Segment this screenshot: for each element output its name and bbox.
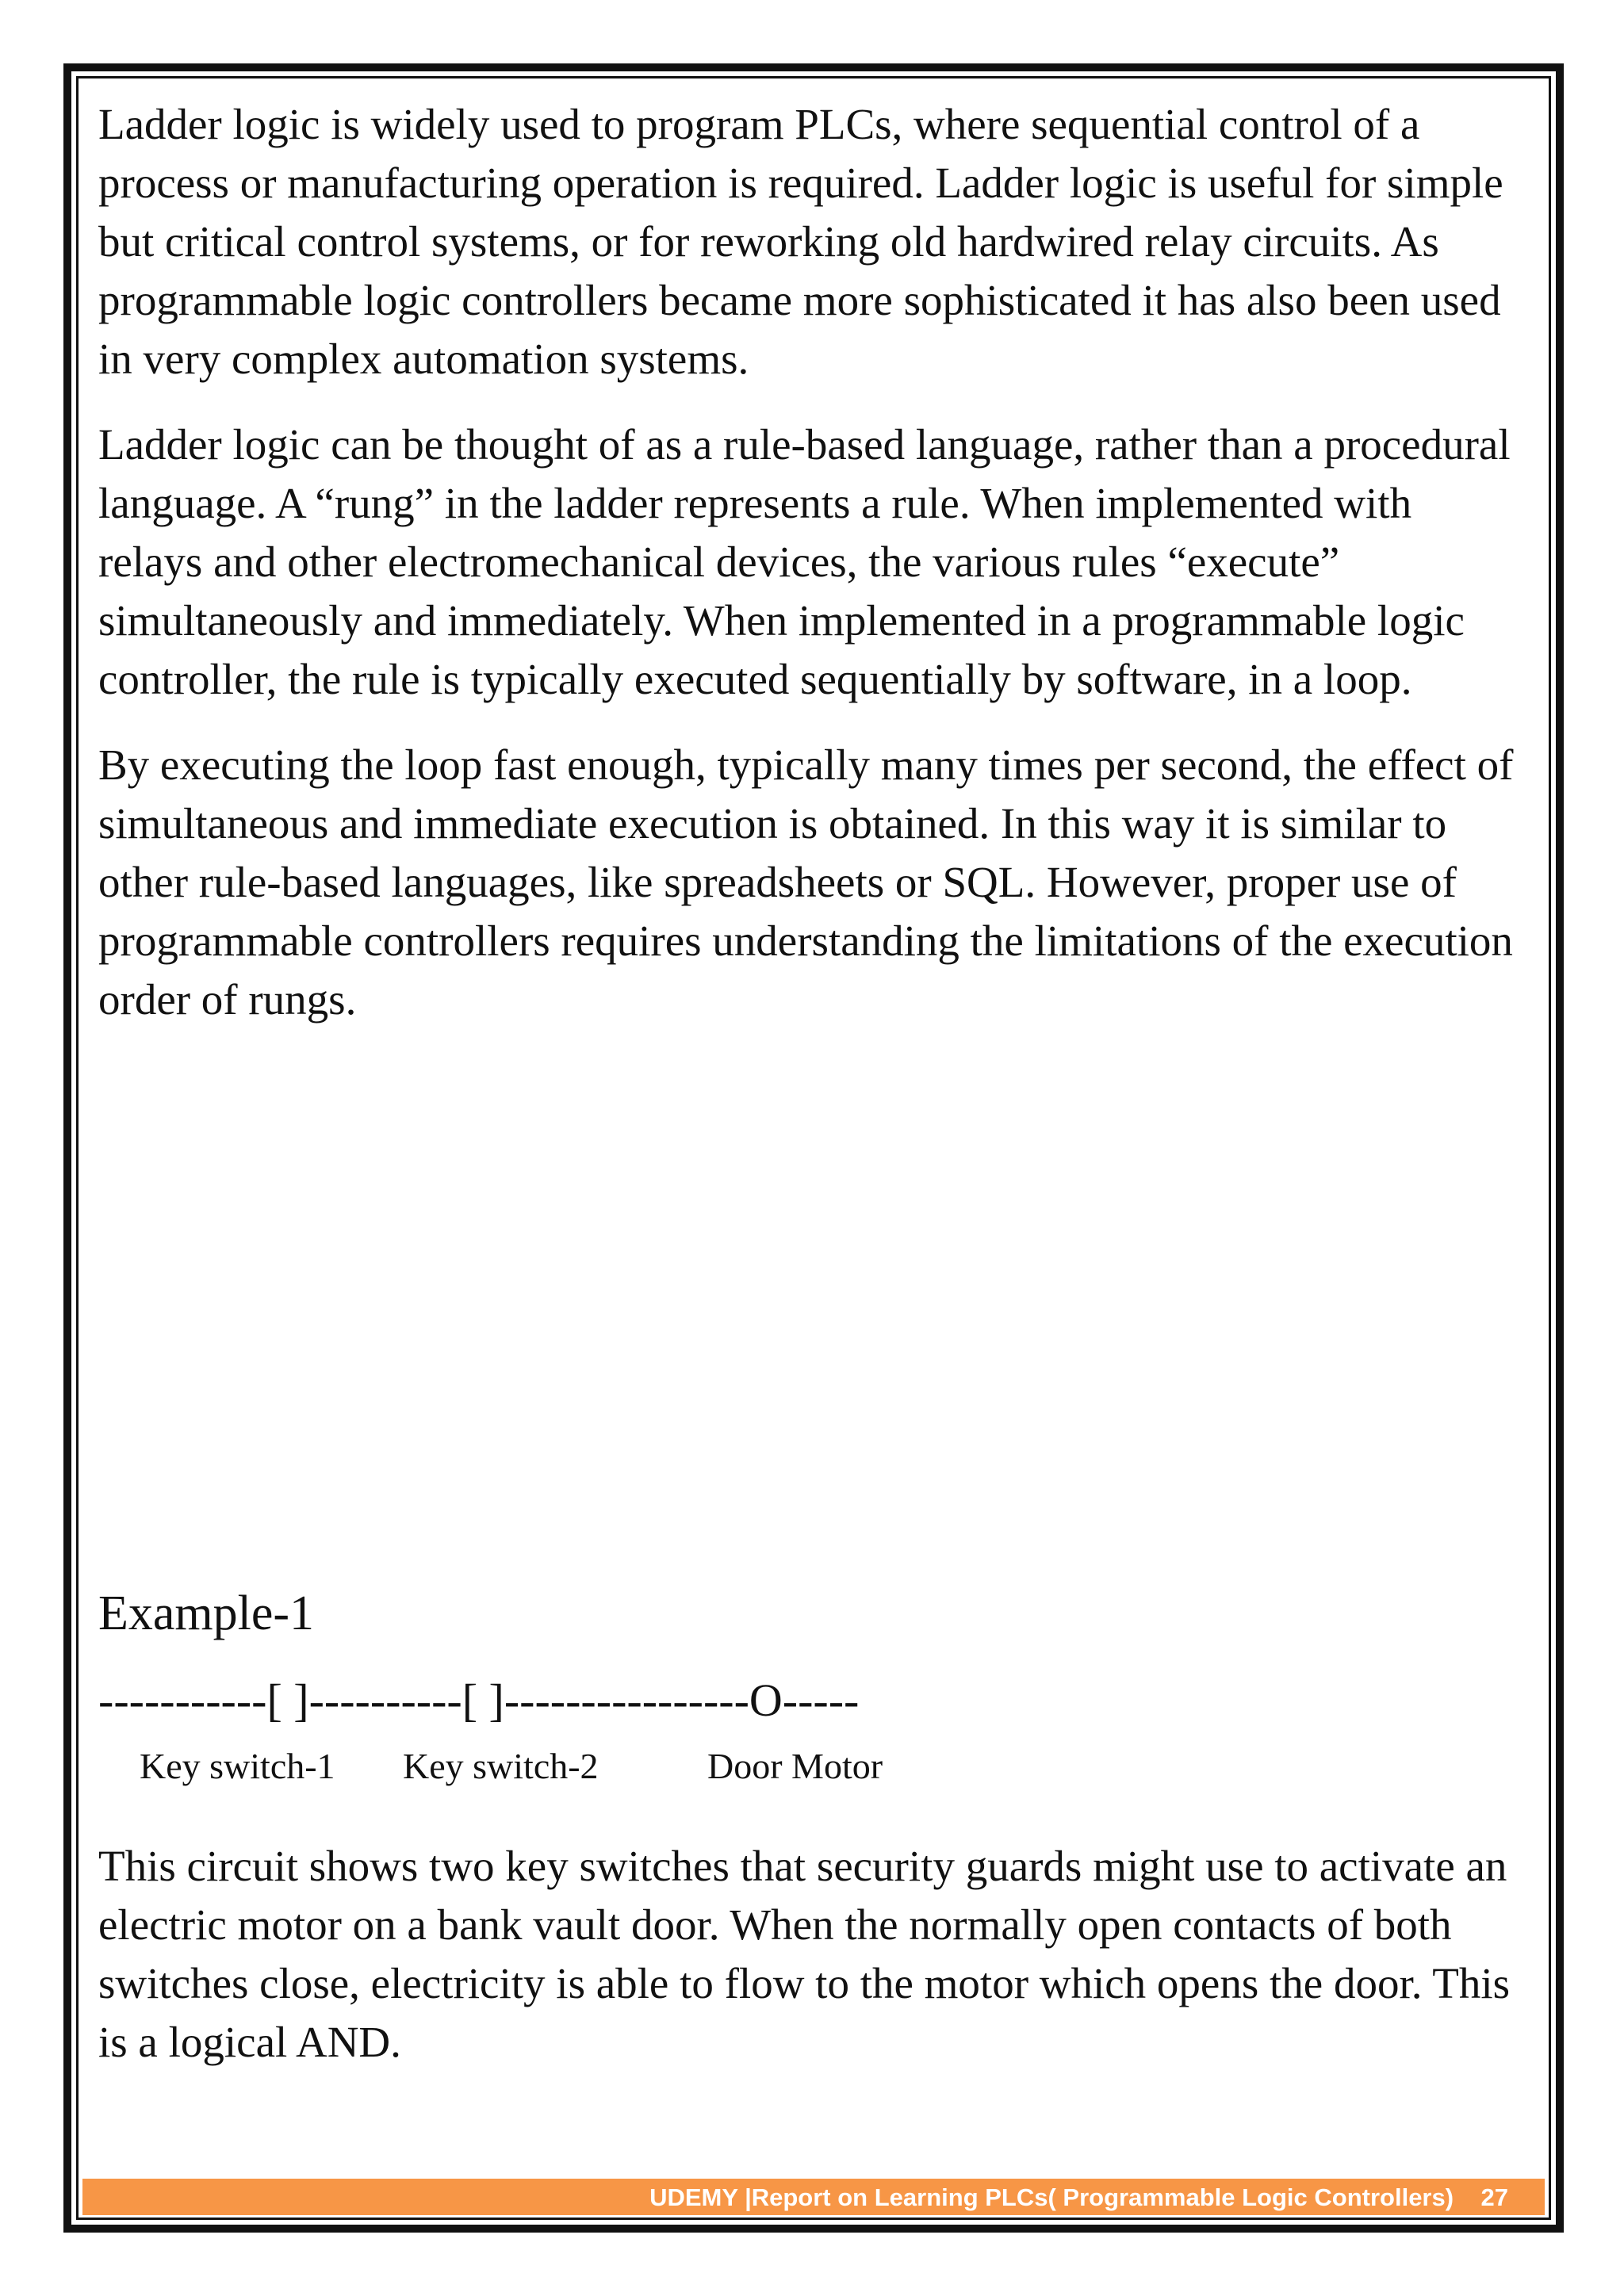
body-text [98,95,1518,1056]
footer-title: UDEMY |Report on Learning PLCs( Programmable Logic Controllers) [649,2183,1454,2211]
paragraph-2: Ladder logic can be thought of as a rule-based language, rather than a procedural language. A “rung” in the ladder represents a rule. When implemented with relays and other electromechanical devices, the various rules “execute” simultaneously and immediately. When implemented in a programmable logic controller, the rule is typically executed sequentially by software, in a loop. [98,420,1511,703]
example-section [98,1582,1518,2099]
label-door-motor: Door Motor [707,1746,883,1786]
footer [649,2180,1508,2215]
label-key-switch-2: Key switch-2 [403,1746,599,1786]
label-key-switch-1: Key switch-1 [140,1746,335,1786]
page-number: 27 [1480,2183,1508,2211]
example-title: Example-1 [98,1586,315,1640]
example-description: This circuit shows two key switches that security guards might use to activate an electric motor on a bank vault door. When the normally open contacts of both switches close, electricity is able to flow to the motor which opens the door. This is a logical AND. [98,1842,1511,2066]
paragraph-3: By executing the loop fast enough, typically many times per second, the effect of simultaneous and immediate execution is obtained. In this way it is similar to other rule-based languages, like spreadsheets or SQL. However, proper use of programmable controllers requires understanding the limitations of the execution order of rungs. [98,740,1514,1024]
ladder-labels [98,1745,1518,1808]
ladder-rung: -----------[ ]----------[ ]----------------O----- [98,1674,860,1726]
paragraph-1: Ladder logic is widely used to program PLCs, where sequential control of a process or manufacturing operation is required. Ladder logic is useful for simple but critical control systems, or for reworking old hardwired relay circuits. As programmable logic controllers became more sophisticated it has also been used in very complex automation systems. [98,100,1503,383]
